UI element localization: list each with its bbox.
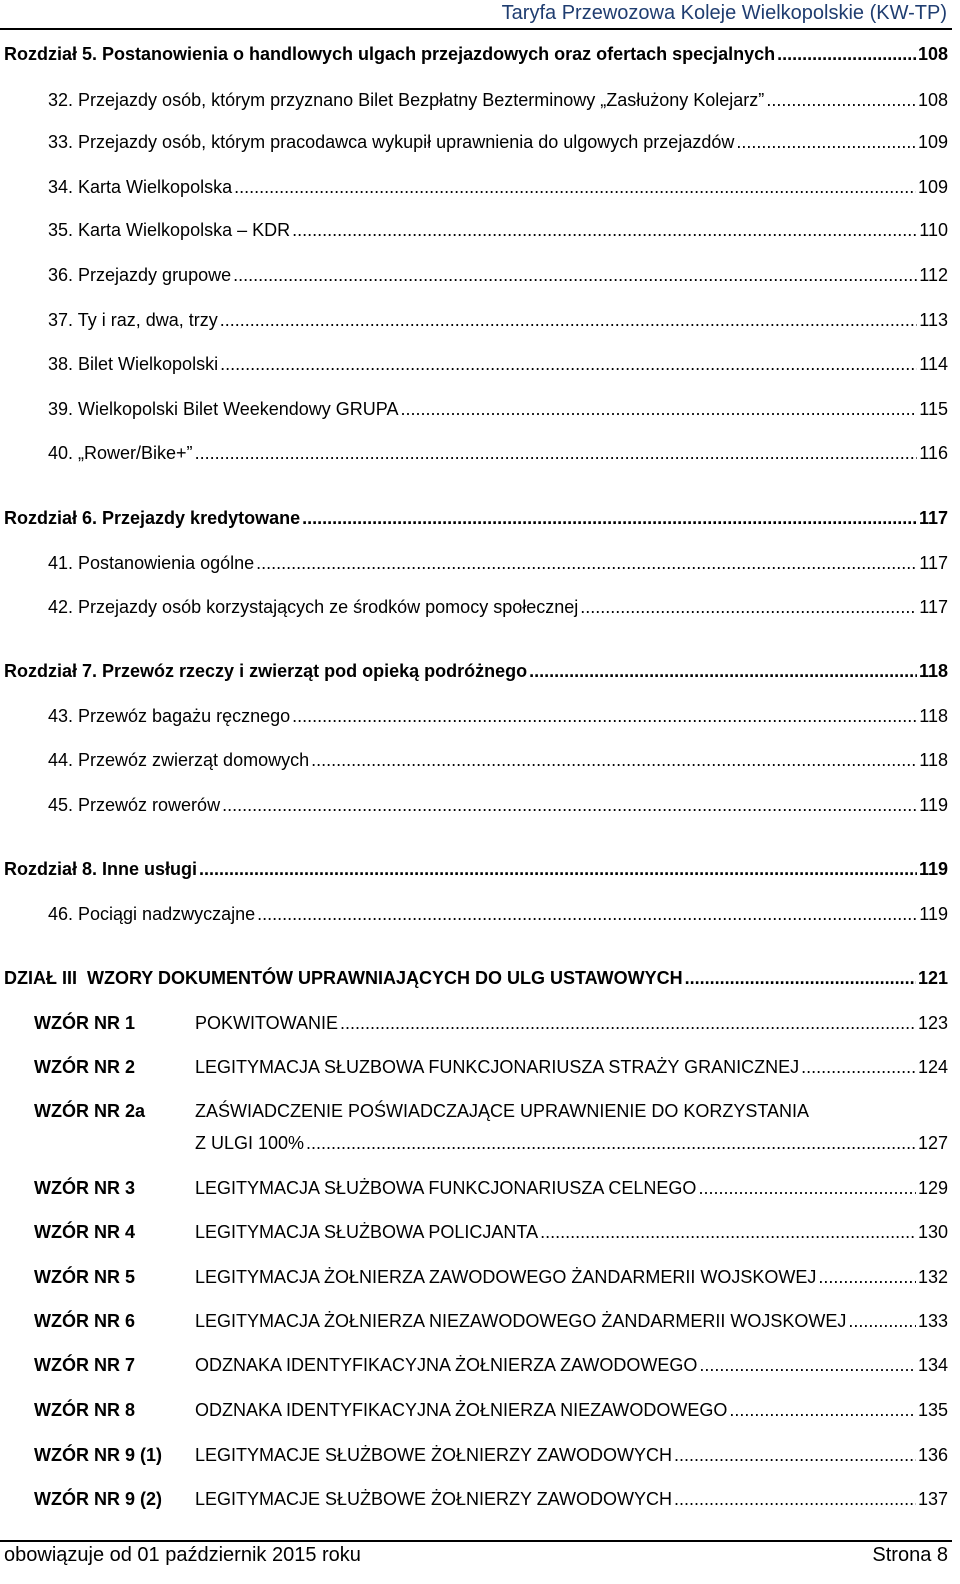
toc-label: 32. Przejazdy osób, którym przyznano Bilet Bezpłatny Bezterminowy „Zasłużony Kolejarz” — [48, 90, 765, 110]
toc-leader — [195, 441, 918, 465]
toc-label: 42. Przejazdy osób korzystających ze środków pomocy społecznej — [48, 597, 579, 617]
toc-page-number: 113 — [919, 310, 948, 330]
toc-leader — [222, 793, 917, 817]
toc-page-number: 118 — [919, 706, 948, 726]
toc-entry-45[interactable] — [48, 793, 948, 817]
toc-label: LEGITYMACJE SŁUŻBOWE ŻOŁNIERZY ZAWODOWYCH — [195, 1489, 673, 1509]
toc-leader — [801, 1055, 916, 1079]
toc-leader — [699, 1353, 916, 1377]
toc-template-7[interactable] — [195, 1353, 948, 1377]
toc-chapter-8[interactable] — [4, 857, 948, 881]
toc-leader — [199, 857, 917, 881]
toc-leader — [302, 506, 917, 530]
toc-leader — [256, 551, 917, 575]
toc-leader — [306, 1131, 916, 1155]
toc-page-number: 118 — [919, 750, 948, 770]
page-header: Taryfa Przewozowa Koleje Wielkopolskie (KW-TP) — [501, 2, 947, 24]
toc-label: 33. Przejazdy osób, którym pracodawca wykupił uprawnienia do ulgowych przejazdów — [48, 132, 735, 152]
toc-label: LEGITYMACJA ŻOŁNIERZA ZAWODOWEGO ŻANDARMERII WOJSKOWEJ — [195, 1267, 817, 1287]
toc-template-2[interactable] — [195, 1055, 948, 1079]
toc-page-number: 118 — [918, 661, 948, 681]
toc-label: DZIAŁ III WZORY DOKUMENTÓW UPRAWNIAJĄCYCH DO ULG USTAWOWYCH — [4, 968, 683, 988]
toc-entry-32[interactable] — [48, 88, 948, 112]
toc-label: 44. Przewóz zwierząt domowych — [48, 750, 310, 770]
toc-label: 40. „Rower/Bike+” — [48, 443, 193, 463]
toc-page-number: 112 — [919, 265, 948, 285]
toc-label: 41. Postanowienia ogólne — [48, 553, 255, 573]
toc-leader — [580, 595, 917, 619]
toc-page-number: 108 — [917, 44, 948, 64]
toc-entry-34[interactable] — [48, 175, 948, 199]
toc-leader — [292, 218, 917, 242]
toc-page-number: 133 — [917, 1311, 948, 1331]
toc-chapter-7[interactable] — [4, 659, 948, 683]
toc-page-number: 117 — [919, 597, 948, 617]
toc-template-4[interactable] — [195, 1220, 948, 1244]
toc-label: LEGITYMACJA SŁUŻBOWA POLICJANTA — [195, 1222, 539, 1242]
toc-leader — [540, 1220, 916, 1244]
toc-page-number: 130 — [917, 1222, 948, 1242]
toc-leader — [777, 42, 916, 66]
template-code: WZÓR NR 7 — [34, 1355, 135, 1375]
toc-leader — [729, 1398, 916, 1422]
toc-entry-35[interactable] — [48, 218, 948, 242]
toc-entry-39[interactable] — [48, 397, 948, 421]
toc-section-dzial-3[interactable] — [4, 966, 948, 990]
toc-leader — [340, 1011, 916, 1035]
template-code: WZÓR NR 4 — [34, 1222, 135, 1242]
toc-page-number: 109 — [917, 177, 948, 197]
template-code: WZÓR NR 1 — [34, 1013, 135, 1033]
toc-label: Z ULGI 100% — [195, 1133, 305, 1153]
toc-entry-33[interactable] — [48, 130, 948, 154]
toc-leader — [674, 1487, 916, 1511]
toc-label: 46. Pociągi nadzwyczajne — [48, 904, 256, 924]
template-code: WZÓR NR 3 — [34, 1178, 135, 1198]
toc-template-3[interactable] — [195, 1176, 948, 1200]
toc-leader — [818, 1265, 916, 1289]
toc-entry-43[interactable] — [48, 704, 948, 728]
template-code: WZÓR NR 5 — [34, 1267, 135, 1287]
toc-leader — [257, 902, 917, 926]
effective-date: obowiązuje od 01 październik 2015 roku — [4, 1544, 361, 1566]
toc-template-9-1[interactable] — [195, 1443, 948, 1467]
toc-label: 38. Bilet Wielkopolski — [48, 354, 219, 374]
toc-leader — [292, 704, 917, 728]
toc-page-number: 124 — [917, 1057, 948, 1077]
toc-label: 43. Przewóz bagażu ręcznego — [48, 706, 291, 726]
toc-template-5[interactable] — [195, 1265, 948, 1289]
toc-template-9-2[interactable] — [195, 1487, 948, 1511]
toc-label: Rozdział 8. Inne usługi — [4, 859, 198, 879]
toc-template-1[interactable] — [195, 1011, 948, 1035]
toc-page-number: 121 — [917, 968, 948, 988]
page-number: Strona 8 — [872, 1544, 948, 1566]
toc-entry-42[interactable] — [48, 595, 948, 619]
toc-template-6[interactable] — [195, 1309, 948, 1333]
toc-label: LEGITYMACJA ŻOŁNIERZA NIEZAWODOWEGO ŻANDARMERII WOJSKOWEJ — [195, 1311, 847, 1331]
toc-label: LEGITYMACJE SŁUŻBOWE ŻOŁNIERZY ZAWODOWYCH — [195, 1445, 673, 1465]
toc-leader — [233, 263, 917, 287]
toc-page-number: 123 — [917, 1013, 948, 1033]
toc-entry-41[interactable] — [48, 551, 948, 575]
toc-leader — [529, 659, 917, 683]
toc-template-2a-line1[interactable] — [195, 1099, 948, 1123]
toc-leader — [234, 175, 916, 199]
toc-entry-38[interactable] — [48, 352, 948, 376]
toc-entry-46[interactable] — [48, 902, 948, 926]
toc-label: Rozdział 5. Postanowienia o handlowych ulgach przejazdowych oraz ofertach specjalnych — [4, 44, 776, 64]
toc-label: ZAŚWIADCZENIE POŚWIADCZAJĄCE UPRAWNIENIE DO KORZYSTANIA — [195, 1101, 810, 1121]
toc-label: 37. Ty i raz, dwa, trzy — [48, 310, 218, 330]
toc-entry-36[interactable] — [48, 263, 948, 287]
toc-label: 35. Karta Wielkopolska – KDR — [48, 220, 291, 240]
toc-page-number: 137 — [917, 1489, 948, 1509]
toc-leader — [220, 352, 917, 376]
toc-page-number: 110 — [919, 220, 948, 240]
toc-leader — [674, 1443, 916, 1467]
toc-label: Rozdział 7. Przewóz rzeczy i zwierząt pod opieką podróżnego — [4, 661, 528, 681]
toc-label: Rozdział 6. Przejazdy kredytowane — [4, 508, 301, 528]
toc-label: 45. Przewóz rowerów — [48, 795, 221, 815]
template-code: WZÓR NR 2 — [34, 1057, 135, 1077]
toc-page-number: 132 — [917, 1267, 948, 1287]
toc-leader — [736, 130, 916, 154]
toc-leader — [220, 308, 918, 332]
toc-page-number: 127 — [917, 1133, 948, 1153]
toc-page-number: 115 — [919, 399, 948, 419]
toc-page-number: 119 — [919, 904, 948, 924]
template-code: WZÓR NR 9 (1) — [34, 1445, 162, 1465]
toc-page-number: 116 — [919, 443, 948, 463]
toc-chapter-5[interactable] — [4, 42, 948, 66]
toc-label: 36. Przejazdy grupowe — [48, 265, 232, 285]
toc-page-number: 117 — [919, 553, 948, 573]
toc-chapter-6[interactable] — [4, 506, 948, 530]
toc-page-number: 109 — [917, 132, 948, 152]
toc-page-number: 129 — [917, 1178, 948, 1198]
toc-leader — [848, 1309, 916, 1333]
toc-template-2a[interactable] — [195, 1131, 948, 1155]
toc-label: ODZNAKA IDENTYFIKACYJNA ŻOŁNIERZA NIEZAWODOWEGO — [195, 1400, 728, 1420]
template-code: WZÓR NR 8 — [34, 1400, 135, 1420]
template-code: WZÓR NR 6 — [34, 1311, 135, 1331]
toc-label: LEGITYMACJA SŁUZBOWA FUNKCJONARIUSZA STRAŻY GRANICZNEJ — [195, 1057, 800, 1077]
toc-page-number: 136 — [917, 1445, 948, 1465]
toc-page-number: 119 — [919, 795, 948, 815]
toc-label: LEGITYMACJA SŁUŻBOWA FUNKCJONARIUSZA CELNEGO — [195, 1178, 697, 1198]
template-code: WZÓR NR 9 (2) — [34, 1489, 162, 1509]
toc-label: 39. Wielkopolski Bilet Weekendowy GRUPA — [48, 399, 399, 419]
toc-page-number: 135 — [917, 1400, 948, 1420]
header-rule — [0, 28, 952, 30]
toc-entry-40[interactable] — [48, 441, 948, 465]
toc-entry-37[interactable] — [48, 308, 948, 332]
toc-template-8[interactable] — [195, 1398, 948, 1422]
toc-page-number: 108 — [917, 90, 948, 110]
toc-entry-44[interactable] — [48, 748, 948, 772]
toc-leader — [766, 88, 916, 112]
toc-leader — [400, 397, 917, 421]
toc-page-number: 119 — [918, 859, 948, 879]
template-code: WZÓR NR 2a — [34, 1101, 146, 1121]
toc-label: POKWITOWANIE — [195, 1013, 339, 1033]
toc-leader — [311, 748, 917, 772]
toc-label: 34. Karta Wielkopolska — [48, 177, 233, 197]
toc-page-number: 117 — [918, 508, 948, 528]
toc-page-number: 114 — [919, 354, 948, 374]
toc-leader — [685, 966, 916, 990]
toc-leader — [698, 1176, 916, 1200]
toc-label: ODZNAKA IDENTYFIKACYJNA ŻOŁNIERZA ZAWODOWEGO — [195, 1355, 698, 1375]
toc-page-number: 134 — [917, 1355, 948, 1375]
